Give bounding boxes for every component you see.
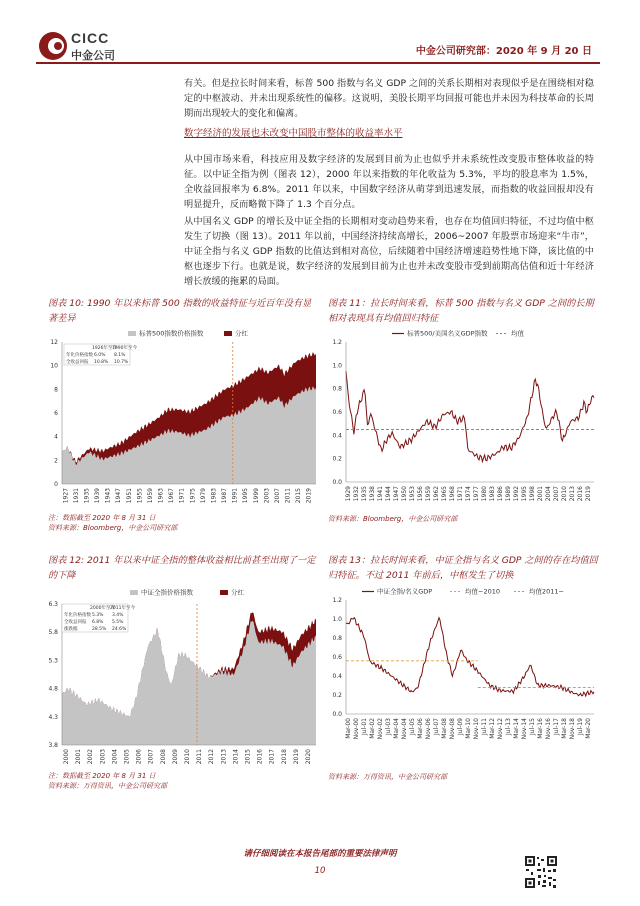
figure-13-title: 图表 13：拉长时间来看，中证全指与名义 GDP 之间的存在均值回归特征。不过 2011 年前后，中枢发生了切换 bbox=[328, 555, 598, 581]
x-tick-label: Mar-14 bbox=[513, 718, 520, 739]
y-tick-label: 5.8 bbox=[48, 629, 58, 637]
figure-12-source-line: 资料来源：万得资讯，中金公司研究部 bbox=[48, 782, 167, 790]
x-tick-label: Nov-14 bbox=[521, 718, 528, 740]
x-tick-label: Mar-08 bbox=[441, 718, 448, 739]
figure-12-title: 图表 12: 2011 年以来中证全指的整体收益相比前甚至出现了一定的下降 bbox=[48, 555, 316, 581]
figure-10-source-line: 资料来源：Bloomberg，中金公司研究部 bbox=[48, 524, 178, 532]
x-tick-label: 1986 bbox=[497, 486, 504, 502]
x-tick-label: Mar-00 bbox=[345, 718, 352, 739]
x-tick-label: Jul-03 bbox=[385, 718, 392, 736]
y-tick-label: 4.3 bbox=[48, 713, 58, 721]
legend-ratio-label: 标普500/美国名义GDP指数 bbox=[407, 329, 488, 338]
y-tick-label: 0.4 bbox=[332, 673, 342, 680]
y-tick-label: 0.2 bbox=[332, 455, 342, 463]
x-tick-label: Nov-16 bbox=[545, 718, 552, 740]
x-tick-label: 1989 bbox=[505, 486, 512, 502]
y-tick-label: 0.6 bbox=[332, 409, 342, 416]
fig12-table-header: 2011年至今 bbox=[110, 606, 135, 611]
fig12-table-cell: 3.4% bbox=[112, 613, 124, 618]
fig10-table-cell: 8.1% bbox=[114, 353, 126, 358]
x-tick-label: Nov-04 bbox=[401, 718, 408, 740]
x-tick-label: Nov-10 bbox=[473, 718, 480, 740]
x-tick-label: 1974 bbox=[465, 486, 472, 502]
x-tick-label: Mar-18 bbox=[561, 718, 568, 739]
fig12-table-cell: 年化价格指数 bbox=[64, 613, 91, 618]
y-tick-label: 4 bbox=[54, 433, 58, 441]
x-tick-label: 1944 bbox=[385, 486, 392, 502]
x-tick-label: Jul-05 bbox=[409, 718, 416, 736]
fig12-table-cell: 24.6% bbox=[112, 627, 127, 632]
x-tick-label: 1953 bbox=[409, 486, 416, 502]
x-tick-label: 1980 bbox=[481, 486, 488, 502]
x-tick-label: Jul-11 bbox=[481, 718, 488, 736]
figure-11-source bbox=[328, 514, 457, 524]
x-tick-label: 2020 bbox=[304, 749, 312, 765]
paragraph-3: 从中国名义 GDP 的增长及中证全指的长期相对变动趋势来看，也存在均值回归特征，不过均值中枢发生了切换（图 13）。2011 年以前，中国经济持续高增长，2006~2007 年股票市场迎来“牛市”，中证全指与名义 GDP 指数的比值达到相对高位，后续随着中国经济增速趋势性地下降，该比值的中枢也逐步下行。也就是说，数字经济的发展到目前为止也并未改变股市受到前期高估值和近十年经济增长放缓的拖累的局面。 bbox=[184, 216, 594, 287]
y-tick-label: 12 bbox=[50, 339, 58, 346]
y-tick-label: 0 bbox=[54, 481, 58, 488]
y-tick-label: 2 bbox=[54, 457, 58, 465]
x-tick-label: Jul-13 bbox=[505, 718, 512, 736]
x-tick-label: 2018 bbox=[280, 749, 288, 765]
x-tick-label: 1959 bbox=[146, 488, 154, 504]
legend-dividend-swatch bbox=[224, 331, 232, 336]
x-tick-label: 1935 bbox=[361, 486, 368, 502]
figure-10-note: 注：数据截至 2020 年 8 月 31 日 bbox=[48, 514, 156, 522]
x-tick-label: 2012 bbox=[208, 749, 216, 765]
paragraph-2: 从中国市场来看，科技应用及数字经济的发展到目前为止也似乎并未系统性改变股市整体收益的特征。以中证全指为例（图表 12），2000 年以来指数的年化收益为 5.3%，平均的股息率为 1.5%，全收益回报率为 6.8%。2011 年以来，中国数字经济从萌芽到迅速发展，而指数的收益回报却没有明显提升，反而略微下降了 1.3 个百分点。 bbox=[184, 154, 594, 210]
figure-13-source-line: 资料来源：万得资讯，中金公司研究部 bbox=[328, 773, 447, 781]
x-tick-label: Mar-02 bbox=[369, 718, 376, 739]
y-tick-label: 1.0 bbox=[332, 616, 342, 623]
figure-11-svg bbox=[328, 324, 598, 512]
x-tick-label: 1955 bbox=[136, 488, 144, 504]
legend-price-index-swatch bbox=[128, 331, 136, 336]
y-tick-label: 0.8 bbox=[332, 385, 342, 393]
y-tick-label: 0.6 bbox=[332, 654, 342, 661]
x-tick-label: 1983 bbox=[489, 486, 496, 502]
figure-12-chart bbox=[48, 582, 320, 768]
y-tick-label: 10 bbox=[50, 362, 58, 370]
figure-12-source bbox=[48, 771, 167, 791]
x-tick-label: 1929 bbox=[345, 486, 352, 502]
figure-10-title: 图表 10: 1990 年以来标普 500 指数的收益特征与近百年没有显著差异 bbox=[48, 298, 312, 324]
x-tick-label: 1979 bbox=[199, 488, 207, 504]
paragraph-1: 有关。但是拉长时间来看，标普 500 指数与名义 GDP 之间的关系长期相对表现似乎是在围绕相对稳定的中枢波动、并未出现系统性的偏移。这说明，美股长期平均回报可能也并未因为科技革命的长周期而出现较大的变化和偏离。 bbox=[184, 78, 594, 119]
figure-10-svg bbox=[48, 324, 320, 512]
x-tick-label: 2015 bbox=[244, 749, 252, 765]
figure-11-source-line: 资料来源：Bloomberg，中金公司研究部 bbox=[328, 515, 458, 523]
x-tick-label: 2003 bbox=[99, 749, 107, 765]
x-tick-label: 1962 bbox=[433, 486, 440, 502]
x-tick-label: 2013 bbox=[220, 749, 228, 765]
x-tick-label: 2010 bbox=[184, 749, 191, 765]
logo-wordmark: CICC bbox=[71, 30, 110, 46]
figure-10-source bbox=[48, 513, 177, 533]
x-tick-label: 1959 bbox=[425, 486, 432, 502]
y-tick-label: 1.2 bbox=[332, 339, 342, 346]
x-tick-label: 2017 bbox=[268, 749, 276, 765]
x-tick-label: 2011 bbox=[196, 749, 204, 765]
x-tick-label: 2019 bbox=[305, 488, 313, 504]
page-number: 10 bbox=[314, 866, 326, 876]
x-tick-label: 2008 bbox=[159, 749, 167, 765]
x-tick-label: 1931 bbox=[72, 488, 80, 504]
fig10-table-cell: 6.0% bbox=[94, 353, 106, 358]
x-tick-label: 2007 bbox=[147, 749, 155, 765]
fig10-table-cell: 10.8% bbox=[94, 360, 109, 365]
ratio-series-line bbox=[346, 618, 594, 696]
x-tick-label: 1943 bbox=[104, 488, 112, 504]
x-tick-label: 2015 bbox=[295, 488, 303, 504]
legend-dividend-label: 分红 bbox=[235, 329, 248, 338]
fig12-table-cell: 涨跌幅 bbox=[64, 627, 78, 632]
x-tick-label: 2007 bbox=[273, 488, 281, 504]
figure-13-svg bbox=[328, 582, 598, 768]
x-tick-label: 2014 bbox=[232, 749, 240, 765]
x-tick-label: Nov-02 bbox=[377, 718, 384, 740]
fig12-table-header: 2000年至今 bbox=[90, 606, 115, 611]
cicc-logo-icon bbox=[38, 31, 68, 61]
x-tick-label: 1947 bbox=[115, 488, 123, 504]
x-tick-label: 2019 bbox=[585, 486, 592, 502]
legend-ratio-label: 中证全指/名义GDP bbox=[377, 587, 433, 596]
y-tick-label: 1.2 bbox=[332, 597, 342, 604]
y-tick-label: 0.8 bbox=[332, 635, 342, 642]
x-tick-label: 1971 bbox=[457, 486, 464, 502]
x-tick-label: 2004 bbox=[111, 749, 119, 765]
x-tick-label: Nov-12 bbox=[497, 718, 504, 740]
figure-10-chart bbox=[48, 324, 320, 512]
header-divider bbox=[36, 62, 600, 64]
x-tick-label: 1932 bbox=[353, 486, 360, 502]
x-tick-label: Jul-17 bbox=[553, 718, 560, 736]
x-tick-label: 2013 bbox=[569, 486, 576, 502]
x-tick-label: 1977 bbox=[473, 486, 480, 502]
figure-11-chart bbox=[328, 324, 598, 512]
figure-11-title: 图表 11：拉长时间来看，标普 500 指数与名义 GDP 之间的长期相对表现具有均值回归特征 bbox=[328, 298, 594, 324]
x-tick-label: 1927 bbox=[62, 488, 70, 504]
fig12-table-cell: 28.5% bbox=[92, 627, 107, 632]
y-tick-label: 1.0 bbox=[332, 362, 342, 370]
legend-mean-after-label: 均值2011~ bbox=[529, 587, 564, 596]
y-tick-label: 6 bbox=[54, 410, 58, 417]
fig12-table-cell: 5.5% bbox=[112, 620, 124, 625]
figure-13-source bbox=[328, 772, 447, 782]
x-tick-label: Jul-07 bbox=[433, 718, 440, 736]
legend-dividend-label: 分红 bbox=[231, 588, 244, 597]
legend-price-index-label: 中证全指价格指数 bbox=[141, 588, 193, 597]
x-tick-label: 2007 bbox=[553, 486, 560, 502]
fig12-table-cell: 5.3% bbox=[92, 613, 104, 618]
price-index-area bbox=[62, 386, 316, 484]
y-tick-label: 5.3 bbox=[48, 657, 58, 665]
x-tick-label: 1939 bbox=[94, 488, 102, 504]
legend-price-index-swatch bbox=[130, 590, 138, 595]
x-tick-label: 2011 bbox=[284, 488, 292, 504]
x-tick-label: 1963 bbox=[157, 488, 165, 504]
fig12-table-cell: 全收益回报 bbox=[64, 620, 87, 625]
x-tick-label: 1991 bbox=[231, 488, 239, 504]
x-tick-label: 2016 bbox=[577, 486, 584, 502]
x-tick-label: Mar-16 bbox=[537, 718, 544, 739]
x-tick-label: 1941 bbox=[377, 486, 384, 502]
section-subheading: 数字经济的发展也未改变中国股市整体的收益率水平 bbox=[184, 128, 403, 139]
y-tick-label: 8 bbox=[54, 386, 58, 394]
x-tick-label: Mar-20 bbox=[585, 718, 592, 739]
logo-chinese-name: 中金公司 bbox=[71, 49, 115, 62]
x-tick-label: 2004 bbox=[545, 486, 552, 502]
ratio-series-line bbox=[346, 371, 594, 461]
x-tick-label: Mar-10 bbox=[465, 718, 472, 739]
x-tick-label: 2003 bbox=[263, 488, 271, 504]
x-tick-label: 1992 bbox=[513, 486, 520, 502]
x-tick-label: 2006 bbox=[135, 749, 143, 765]
fig10-table-cell: 全收益回报 bbox=[66, 360, 89, 365]
x-tick-label: 1935 bbox=[83, 488, 91, 504]
x-tick-label: Jul-15 bbox=[529, 718, 536, 736]
figure-13-chart bbox=[328, 582, 598, 768]
x-tick-label: 2009 bbox=[171, 749, 179, 765]
x-tick-label: Mar-06 bbox=[417, 718, 424, 739]
x-tick-label: 1968 bbox=[449, 486, 456, 502]
y-tick-label: 0.4 bbox=[332, 432, 342, 440]
x-tick-label: Nov-08 bbox=[449, 718, 456, 740]
x-tick-label: Jul-19 bbox=[577, 718, 584, 736]
x-tick-label: 2019 bbox=[292, 749, 300, 765]
x-tick-label: 1950 bbox=[401, 486, 408, 502]
x-tick-label: Nov-06 bbox=[425, 718, 432, 740]
x-tick-label: Mar-12 bbox=[489, 718, 496, 739]
x-tick-label: Mar-04 bbox=[393, 718, 400, 739]
x-tick-label: 2002 bbox=[87, 749, 95, 765]
x-tick-label: 1967 bbox=[168, 488, 176, 504]
y-tick-label: 6.3 bbox=[48, 601, 58, 608]
x-tick-label: 2001 bbox=[75, 749, 83, 765]
y-tick-label: 0.0 bbox=[332, 479, 342, 486]
x-tick-label: 1995 bbox=[242, 488, 250, 504]
x-tick-label: 1999 bbox=[252, 488, 260, 504]
x-tick-label: 2000 bbox=[63, 749, 71, 765]
x-tick-label: 2016 bbox=[256, 749, 264, 765]
fig10-table-header: 1990年至今 bbox=[112, 346, 137, 351]
x-tick-label: 1971 bbox=[178, 488, 186, 504]
fig10-table-cell: 年化价格指数 bbox=[66, 353, 93, 358]
y-tick-label: 0.0 bbox=[332, 711, 342, 718]
x-tick-label: 1983 bbox=[210, 488, 218, 504]
x-tick-label: Nov-00 bbox=[353, 718, 360, 740]
x-tick-label: 1998 bbox=[529, 486, 536, 502]
x-tick-label: 1987 bbox=[221, 488, 229, 504]
x-tick-label: 1956 bbox=[417, 486, 424, 502]
x-tick-label: Nov-18 bbox=[569, 718, 576, 740]
x-tick-label: 1938 bbox=[369, 486, 376, 502]
y-tick-label: 4.8 bbox=[48, 685, 58, 693]
fig10-table-cell: 10.7% bbox=[114, 360, 129, 365]
x-tick-label: 2005 bbox=[123, 749, 131, 765]
header-date: 中金公司研究部：2020 年 9 月 20 日 bbox=[415, 46, 592, 57]
fig12-table-cell: 6.8% bbox=[92, 620, 104, 625]
x-tick-label: 1947 bbox=[393, 486, 400, 502]
figure-12-note: 注：数据截至 2020 年 8 月 31 日 bbox=[48, 772, 156, 780]
qr-code-icon bbox=[524, 855, 558, 889]
x-tick-label: 2001 bbox=[537, 486, 544, 502]
x-tick-label: Jul-09 bbox=[457, 718, 464, 736]
y-tick-label: 0.2 bbox=[332, 692, 342, 699]
x-tick-label: 2010 bbox=[561, 486, 568, 502]
figure-12-svg bbox=[48, 582, 320, 768]
fig10-table-header: 1926年至今 bbox=[92, 346, 117, 351]
legend-mean-before-label: 均值~2010 bbox=[465, 587, 500, 596]
x-tick-label: Jul-01 bbox=[361, 718, 368, 736]
x-tick-label: 1975 bbox=[189, 488, 197, 504]
x-tick-label: 1965 bbox=[441, 486, 448, 502]
legend-dividend-swatch bbox=[220, 590, 228, 595]
x-tick-label: 1995 bbox=[521, 486, 528, 502]
legend-price-index-label: 标普500指数价格指数 bbox=[139, 329, 204, 338]
legend-mean-label: 均值 bbox=[511, 329, 524, 338]
legal-disclaimer-note: 请仔细阅读在本报告尾部的重要法律声明 bbox=[243, 849, 397, 859]
x-tick-label: 1951 bbox=[125, 488, 133, 504]
y-tick-label: 3.8 bbox=[48, 742, 58, 749]
